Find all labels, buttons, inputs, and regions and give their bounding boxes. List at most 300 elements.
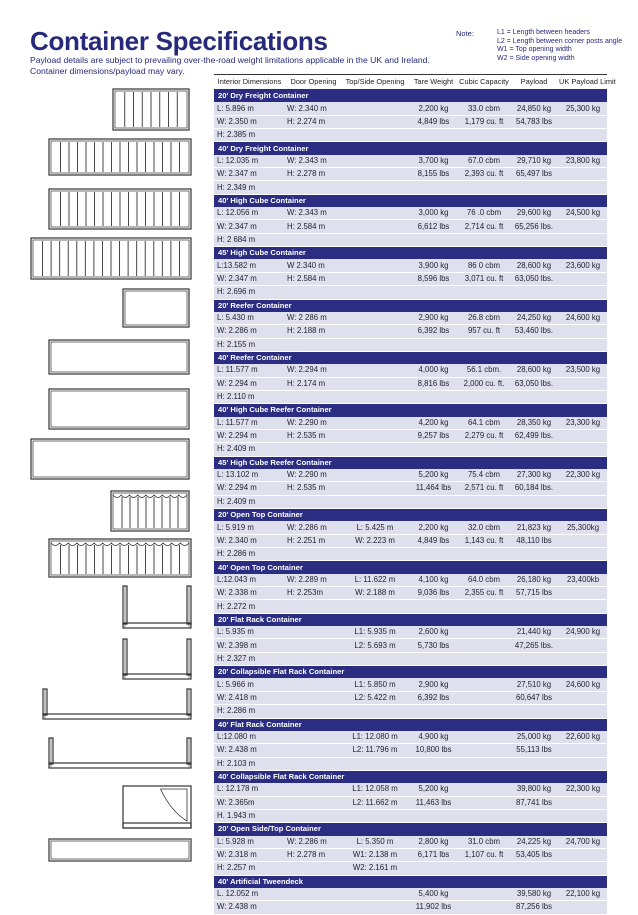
table-cell: 2,200 kg [408, 521, 459, 534]
disclaimer-line-1: Payload details are subject to prevailing over-the-road weight limitations applicable in the UK and Ireland. [30, 55, 430, 65]
table-cell [342, 548, 408, 561]
table-cell: L1: 5.935 m [342, 626, 408, 639]
table-cell [342, 901, 408, 914]
spec-table [214, 74, 616, 915]
container-drawing [30, 237, 192, 280]
container-name: 40' Artificial Tweendeck [214, 875, 607, 888]
table-row [214, 364, 607, 377]
table-row [214, 233, 607, 246]
table-cell: H: 2.272 m [214, 600, 285, 613]
table-cell: 24,225 kg [509, 836, 559, 849]
section-header [214, 875, 607, 888]
table-cell [408, 443, 459, 456]
table-cell: L2: 5.693 m [342, 639, 408, 652]
table-cell [559, 534, 607, 547]
table-cell: W: 2.398 m [214, 639, 285, 652]
table-cell: L: 11.577 m [214, 364, 285, 377]
table-cell: L: 11.622 m [342, 574, 408, 587]
table-cell [459, 443, 509, 456]
table-cell: 24,500 kg [559, 207, 607, 220]
table-cell [459, 744, 509, 757]
table-cell [285, 901, 342, 914]
table-cell [559, 338, 607, 351]
table-cell: H. 1.943 m [214, 809, 285, 822]
table-cell: 23,300 kg [559, 417, 607, 430]
table-cell: H: 2.327 m [214, 652, 285, 665]
table-cell [459, 233, 509, 246]
table-row [214, 443, 607, 456]
table-cell: 39,580 kg [509, 888, 559, 901]
table-cell [559, 168, 607, 181]
table-cell [559, 482, 607, 495]
table-cell: W: 2.286 m [285, 521, 342, 534]
note-line: W2 = Side opening width [497, 54, 575, 62]
table-cell [509, 286, 559, 299]
note-label: Note: [456, 29, 474, 38]
table-cell: W: 2.294 m [214, 377, 285, 390]
table-cell [342, 207, 408, 220]
table-cell: 24,250 kg [509, 312, 559, 325]
table-cell: 65,256 lbs. [509, 220, 559, 233]
section-header [214, 561, 607, 574]
table-cell [559, 901, 607, 914]
table-cell: H: 2.278 m [285, 848, 342, 861]
table-cell [459, 862, 509, 875]
table-cell: 26,180 kg [509, 574, 559, 587]
table-cell [559, 548, 607, 561]
table-cell [285, 600, 342, 613]
table-cell: 6,392 lbs [408, 325, 459, 338]
table-cell: 25,300 kg [559, 102, 607, 115]
table-cell: 9,257 lbs [408, 429, 459, 442]
table-row [214, 600, 607, 613]
table-cell: 4,900 kg [408, 731, 459, 744]
table-cell: 24,850 kg [509, 102, 559, 115]
table-cell: 53,405 lbs [509, 848, 559, 861]
table-cell: W: 2.286 m [214, 325, 285, 338]
table-cell [285, 757, 342, 770]
table-cell: W: 2.223 m [342, 534, 408, 547]
table-cell: 32.0 cbm [459, 521, 509, 534]
table-cell: 5,400 kg [408, 888, 459, 901]
section-header [214, 666, 607, 679]
table-cell: W: 2.290 m [285, 469, 342, 482]
table-cell [285, 548, 342, 561]
table-cell: 2,571 cu. ft [459, 482, 509, 495]
table-cell [509, 443, 559, 456]
table-row [214, 495, 607, 508]
table-row [214, 574, 607, 587]
table-cell [285, 390, 342, 403]
table-cell: L: 5.350 m [342, 836, 408, 849]
table-cell [559, 691, 607, 704]
table-cell [342, 233, 408, 246]
table-cell [559, 600, 607, 613]
table-cell: 3,071 cu. ft [459, 272, 509, 285]
table-cell: 2,600 kg [408, 626, 459, 639]
table-cell: H: 2.103 m [214, 757, 285, 770]
spec-body [214, 90, 607, 915]
container-drawing [122, 785, 192, 829]
table-cell [285, 678, 342, 691]
table-cell [342, 757, 408, 770]
table-cell [285, 783, 342, 796]
col-header-cubic: Cubic Capacity [459, 75, 509, 90]
table-cell: 6,392 lbs [408, 691, 459, 704]
container-drawing [42, 688, 192, 720]
table-cell [342, 888, 408, 901]
section-header [214, 613, 607, 626]
table-cell [509, 705, 559, 718]
table-row [214, 469, 607, 482]
table-cell [559, 587, 607, 600]
table-cell: H: 2.286 m [214, 548, 285, 561]
table-row [214, 129, 607, 142]
container-drawing [122, 638, 192, 680]
table-cell [342, 325, 408, 338]
table-row [214, 220, 607, 233]
table-row [214, 587, 607, 600]
table-cell [342, 482, 408, 495]
container-drawing [48, 188, 192, 230]
table-cell [342, 469, 408, 482]
section-header [214, 404, 607, 417]
table-cell [342, 429, 408, 442]
table-cell: 11,463 lbs [408, 796, 459, 809]
table-cell [342, 443, 408, 456]
disclaimer-line-2: Container dimensions/payload may vary. [30, 66, 185, 76]
table-cell: 28,600 kg [509, 259, 559, 272]
table-cell [342, 364, 408, 377]
table-cell: H: 2.257 m [214, 862, 285, 875]
table-cell [408, 129, 459, 142]
table-cell: 62,499 lbs. [509, 429, 559, 442]
table-cell [509, 338, 559, 351]
table-cell [342, 809, 408, 822]
table-cell [559, 390, 607, 403]
table-cell [408, 495, 459, 508]
table-cell: 22,600 kg [559, 731, 607, 744]
table-cell: W1: 2.138 m [342, 848, 408, 861]
table-cell: 63,050 lbs. [509, 377, 559, 390]
container-drawing [48, 538, 192, 578]
table-cell: 64.0 cbm [459, 574, 509, 587]
table-cell [559, 325, 607, 338]
section-header [214, 247, 607, 260]
table-cell: L. 12.052 m [214, 888, 285, 901]
table-row [214, 705, 607, 718]
table-cell [509, 495, 559, 508]
table-cell [559, 744, 607, 757]
container-name: 45' High Cube Container [214, 247, 607, 260]
table-cell: H: 2.251 m [285, 534, 342, 547]
table-cell: L: 12.035 m [214, 155, 285, 168]
table-cell [285, 809, 342, 822]
table-row [214, 115, 607, 128]
table-row [214, 207, 607, 220]
table-cell [559, 181, 607, 194]
table-cell [459, 901, 509, 914]
table-cell [459, 652, 509, 665]
table-row [214, 417, 607, 430]
table-cell: H: 2.584 m [285, 272, 342, 285]
table-cell [559, 652, 607, 665]
container-drawing [48, 388, 190, 430]
table-cell: L: 5.430 m [214, 312, 285, 325]
table-cell: 9,036 lbs [408, 587, 459, 600]
table-cell: H: 2.188 m [285, 325, 342, 338]
container-name: 20' Reefer Container [214, 299, 607, 312]
table-cell: 60,647 lbs [509, 691, 559, 704]
table-row [214, 534, 607, 547]
table-cell: 1,107 cu. ft [459, 848, 509, 861]
table-cell: L2: 11.662 m [342, 796, 408, 809]
table-row [214, 259, 607, 272]
table-cell: 21,823 kg [509, 521, 559, 534]
container-name: 20' Dry Freight Container [214, 90, 607, 103]
table-cell: 11,464 lbs [408, 482, 459, 495]
container-drawing [122, 288, 190, 328]
table-cell [342, 168, 408, 181]
table-cell [342, 181, 408, 194]
table-cell [408, 390, 459, 403]
table-cell: H: 2.286 m [214, 705, 285, 718]
table-cell: L2: 5.422 m [342, 691, 408, 704]
table-cell: L1: 5.850 m [342, 678, 408, 691]
table-cell [509, 652, 559, 665]
table-cell: 2,900 kg [408, 312, 459, 325]
table-cell: W 2.340 m [285, 259, 342, 272]
table-row [214, 325, 607, 338]
table-cell [559, 796, 607, 809]
table-cell: 23,800 kg [559, 155, 607, 168]
table-cell: 6,612 lbs [408, 220, 459, 233]
section-header [214, 90, 607, 103]
table-cell [459, 757, 509, 770]
table-row [214, 848, 607, 861]
table-cell: 76 .0 cbm [459, 207, 509, 220]
table-cell [559, 115, 607, 128]
table-cell: H: 2.535 m [285, 482, 342, 495]
table-row [214, 691, 607, 704]
table-row [214, 836, 607, 849]
table-cell [285, 495, 342, 508]
table-cell: 4,200 kg [408, 417, 459, 430]
table-cell: 86 0 cbm [459, 259, 509, 272]
table-cell: 2,800 kg [408, 836, 459, 849]
table-cell: 47,265 lbs. [509, 639, 559, 652]
table-cell [342, 115, 408, 128]
table-cell [342, 417, 408, 430]
table-cell [559, 443, 607, 456]
table-cell: 3,700 kg [408, 155, 459, 168]
table-cell [559, 377, 607, 390]
table-cell: 5,730 lbs [408, 639, 459, 652]
table-cell: 87,741 lbs [509, 796, 559, 809]
table-cell: 2,900 kg [408, 678, 459, 691]
table-cell [459, 691, 509, 704]
col-header-uk-limit: UK Payload Limit [559, 75, 607, 90]
note-line: L1 = Length between headers [497, 29, 590, 36]
table-cell: L1: 12.080 m [342, 731, 408, 744]
table-cell: W: 2.347 m [214, 168, 285, 181]
table-cell [408, 286, 459, 299]
section-header [214, 509, 607, 522]
table-cell [342, 705, 408, 718]
table-cell: H: 2.274 m [285, 115, 342, 128]
table-row [214, 796, 607, 809]
container-drawing [30, 438, 190, 480]
table-cell: 6,171 lbs [408, 848, 459, 861]
table-row [214, 168, 607, 181]
table-cell [342, 338, 408, 351]
table-cell [408, 705, 459, 718]
table-cell: L: 5.896 m [214, 102, 285, 115]
table-cell: 65,497 lbs [509, 168, 559, 181]
table-row [214, 521, 607, 534]
table-cell [509, 129, 559, 142]
table-cell: L:13.582 m [214, 259, 285, 272]
table-cell [408, 181, 459, 194]
table-cell: 33.0 cbm [459, 102, 509, 115]
container-name: 40' High Cube Container [214, 194, 607, 207]
table-cell: 26.8 cbm [459, 312, 509, 325]
table-cell [559, 129, 607, 142]
table-cell: L: 5.966 m [214, 678, 285, 691]
table-cell [408, 862, 459, 875]
container-name: 20' Open Top Container [214, 509, 607, 522]
table-cell [459, 731, 509, 744]
table-cell: 55,113 lbs [509, 744, 559, 757]
table-cell: 21,440 kg [509, 626, 559, 639]
table-cell [342, 102, 408, 115]
table-cell: 31.0 cbm [459, 836, 509, 849]
table-cell: 5,200 kg [408, 783, 459, 796]
container-drawing [48, 737, 192, 769]
table-cell [559, 233, 607, 246]
table-row [214, 429, 607, 442]
table-cell [285, 888, 342, 901]
table-row [214, 888, 607, 901]
table-cell [285, 639, 342, 652]
table-cell: W: 2.340 m [214, 534, 285, 547]
table-row [214, 102, 607, 115]
table-cell [459, 639, 509, 652]
table-cell [459, 626, 509, 639]
table-cell [285, 731, 342, 744]
table-cell: W: 2.290 m [285, 417, 342, 430]
container-drawing [48, 838, 192, 862]
table-cell: L: 5.425 m [342, 521, 408, 534]
table-cell: 67.0 cbm [459, 155, 509, 168]
table-cell: 64.1 cbm [459, 417, 509, 430]
section-header [214, 142, 607, 155]
table-cell [342, 272, 408, 285]
table-cell: 27,300 kg [509, 469, 559, 482]
col-header-payload: Payload [509, 75, 559, 90]
container-drawing [122, 585, 192, 629]
table-cell: 24,700 kg [559, 836, 607, 849]
container-drawings [0, 0, 214, 902]
table-cell: 2,393 cu. ft [459, 168, 509, 181]
section-header [214, 299, 607, 312]
table-cell [559, 809, 607, 822]
table-cell: W: 2.294 m [214, 482, 285, 495]
table-cell [459, 783, 509, 796]
table-cell: 24,600 kg [559, 678, 607, 691]
table-cell: 1,179 cu. ft [459, 115, 509, 128]
table-cell [509, 233, 559, 246]
table-cell: L: 13.102 m [214, 469, 285, 482]
container-name: 45' High Cube Reefer Container [214, 456, 607, 469]
table-row [214, 639, 607, 652]
table-cell: L2: 11.796 m [342, 744, 408, 757]
table-cell: 2,200 kg [408, 102, 459, 115]
table-row [214, 626, 607, 639]
table-cell [459, 600, 509, 613]
table-row [214, 731, 607, 744]
table-cell: W: 2.294 m [285, 364, 342, 377]
table-cell: 957 cu. ft [459, 325, 509, 338]
table-cell: W: 2.286 m [285, 836, 342, 849]
table-cell [285, 181, 342, 194]
table-cell [285, 705, 342, 718]
table-cell [408, 338, 459, 351]
table-cell: 2,000 cu. ft. [459, 377, 509, 390]
container-name: 20' Collapsible Flat Rack Container [214, 666, 607, 679]
table-cell: L1: 12.058 m [342, 783, 408, 796]
table-row [214, 809, 607, 822]
table-cell [559, 272, 607, 285]
table-cell [285, 862, 342, 875]
table-cell [509, 390, 559, 403]
table-cell [342, 652, 408, 665]
table-row [214, 286, 607, 299]
table-cell [559, 220, 607, 233]
table-cell: 4,000 kg [408, 364, 459, 377]
table-cell: H: 2.409 m [214, 443, 285, 456]
table-cell [285, 626, 342, 639]
table-cell: W: 2.188 m [342, 587, 408, 600]
table-cell [509, 809, 559, 822]
table-cell: W: 2.347 m [214, 220, 285, 233]
table-cell: H: 2.409 m [214, 495, 285, 508]
table-cell: 3,000 kg [408, 207, 459, 220]
table-cell [285, 796, 342, 809]
table-cell: H: 2.349 m [214, 181, 285, 194]
table-cell [459, 548, 509, 561]
table-cell [342, 286, 408, 299]
table-cell: W: 2.289 m [285, 574, 342, 587]
table-cell [459, 796, 509, 809]
table-cell [342, 220, 408, 233]
table-cell [559, 286, 607, 299]
table-cell: 23,600 kg [559, 259, 607, 272]
section-header [214, 770, 607, 783]
table-cell [459, 129, 509, 142]
table-row [214, 901, 607, 914]
table-cell: 22,100 kg [559, 888, 607, 901]
table-row [214, 862, 607, 875]
table-cell: H: 2.584 m [285, 220, 342, 233]
table-cell: 56.1 cbm. [459, 364, 509, 377]
table-cell [459, 390, 509, 403]
table-cell: 29,600 kg [509, 207, 559, 220]
table-cell [408, 233, 459, 246]
table-cell [285, 652, 342, 665]
table-cell [559, 429, 607, 442]
table-cell: H: 2.535 m [285, 429, 342, 442]
